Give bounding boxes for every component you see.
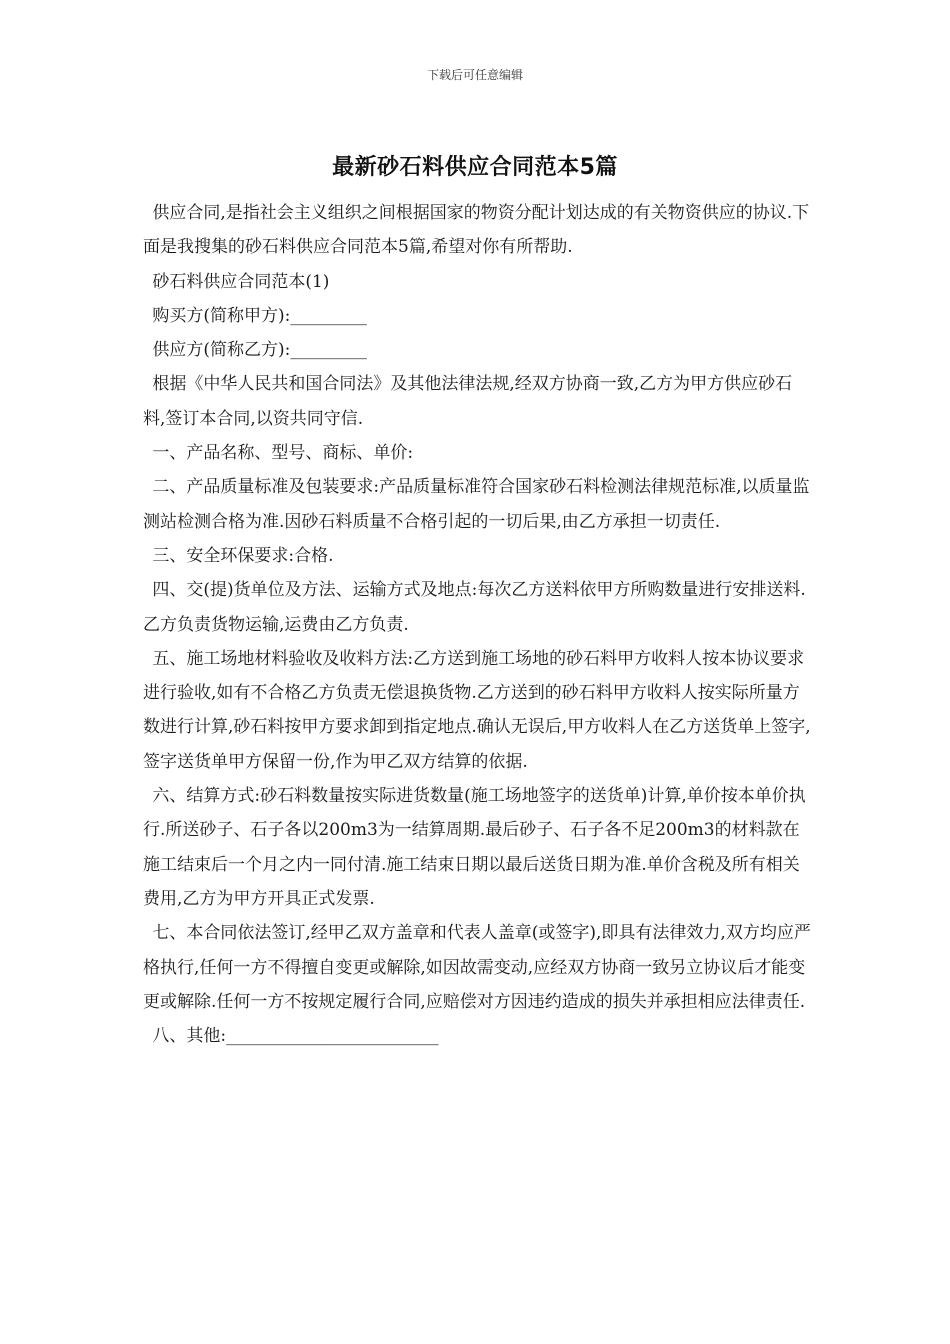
paragraph-clause-7: 七、本合同依法签订,经甲乙双方盖章和代表人盖章(或签字),即具有法律效力,双方均应严格执行,任何一方不得擅自变更或解除,如因故需变动,应经双方协商一致另立协议后才能变更或解除.任何一方不按规定履行合同,应赔偿对方因违约造成的损失并承担相应法律责任.: [143, 923, 811, 1012]
document-title: 最新砂石料供应合同范本5篇: [332, 155, 618, 180]
paragraph-preamble: 根据《中华人民共和国合同法》及其他法律法规,经双方协商一致,乙方为甲方供应砂石料,签订本合同,以资共同守信.: [143, 374, 793, 429]
paragraph-clause-5: 五、施工场地材料验收及收料方法:乙方送到施工场地的砂石料甲方收料人按本协议要求进行验收,如有不合格乙方负责无偿退换货物.乙方送到的砂石料甲方收料人按实际所量方数进行计算,砂石料按甲方要求卸到指定地点.确认无误后,甲方收料人在乙方送货单上签字,签字送货单甲方保留一份,作为甲乙双方结算的依据.: [143, 648, 811, 772]
paragraph-clause-8: 八、其他:_________________________: [152, 1026, 439, 1047]
paragraph-clause-2: 二、产品质量标准及包装要求:产品质量标准符合国家砂石料检测法律规范标准,以质量监测站检测合格为准.因砂石料质量不合格引起的一切后果,由乙方承担一切责任.: [143, 477, 810, 532]
document-body: [143, 196, 813, 1053]
paragraph-clause-1: 一、产品名称、型号、商标、单价:: [152, 443, 414, 464]
paragraph-clause-3: 三、安全环保要求:合格.: [152, 545, 334, 566]
paragraph-clause-4: 四、交(提)货单位及方法、运输方式及地点:每次乙方送料依甲方所购数量进行安排送料.乙方负责货物运输,运费由乙方负责.: [143, 580, 806, 635]
paragraph-section-heading: 砂石料供应合同范本(1): [152, 271, 330, 292]
page-header-note: 下载后可任意编辑: [426, 68, 523, 82]
paragraph-buyer: 购买方(简称甲方):_________: [152, 305, 367, 326]
paragraph-clause-6: 六、结算方式:砂石料数量按实际进货数量(施工场地签字的送货单)计算,单价按本单价执行.所送砂子、石子各以200m3为一结算周期.最后砂子、石子各不足200m3的材料款在施工结束后一个月之内一同付清.施工结束日期以最后送货日期为准.单价含税及所有相关费用,乙方为甲方开具正式发票.: [143, 786, 806, 909]
paragraph-intro: 供应合同,是指社会主义组织之间根据国家的物资分配计划达成的有关物资供应的协议.下面是我搜集的砂石料供应合同范本5篇,希望对你有所帮助.: [143, 203, 810, 258]
paragraph-supplier: 供应方(简称乙方):_________: [152, 340, 367, 361]
